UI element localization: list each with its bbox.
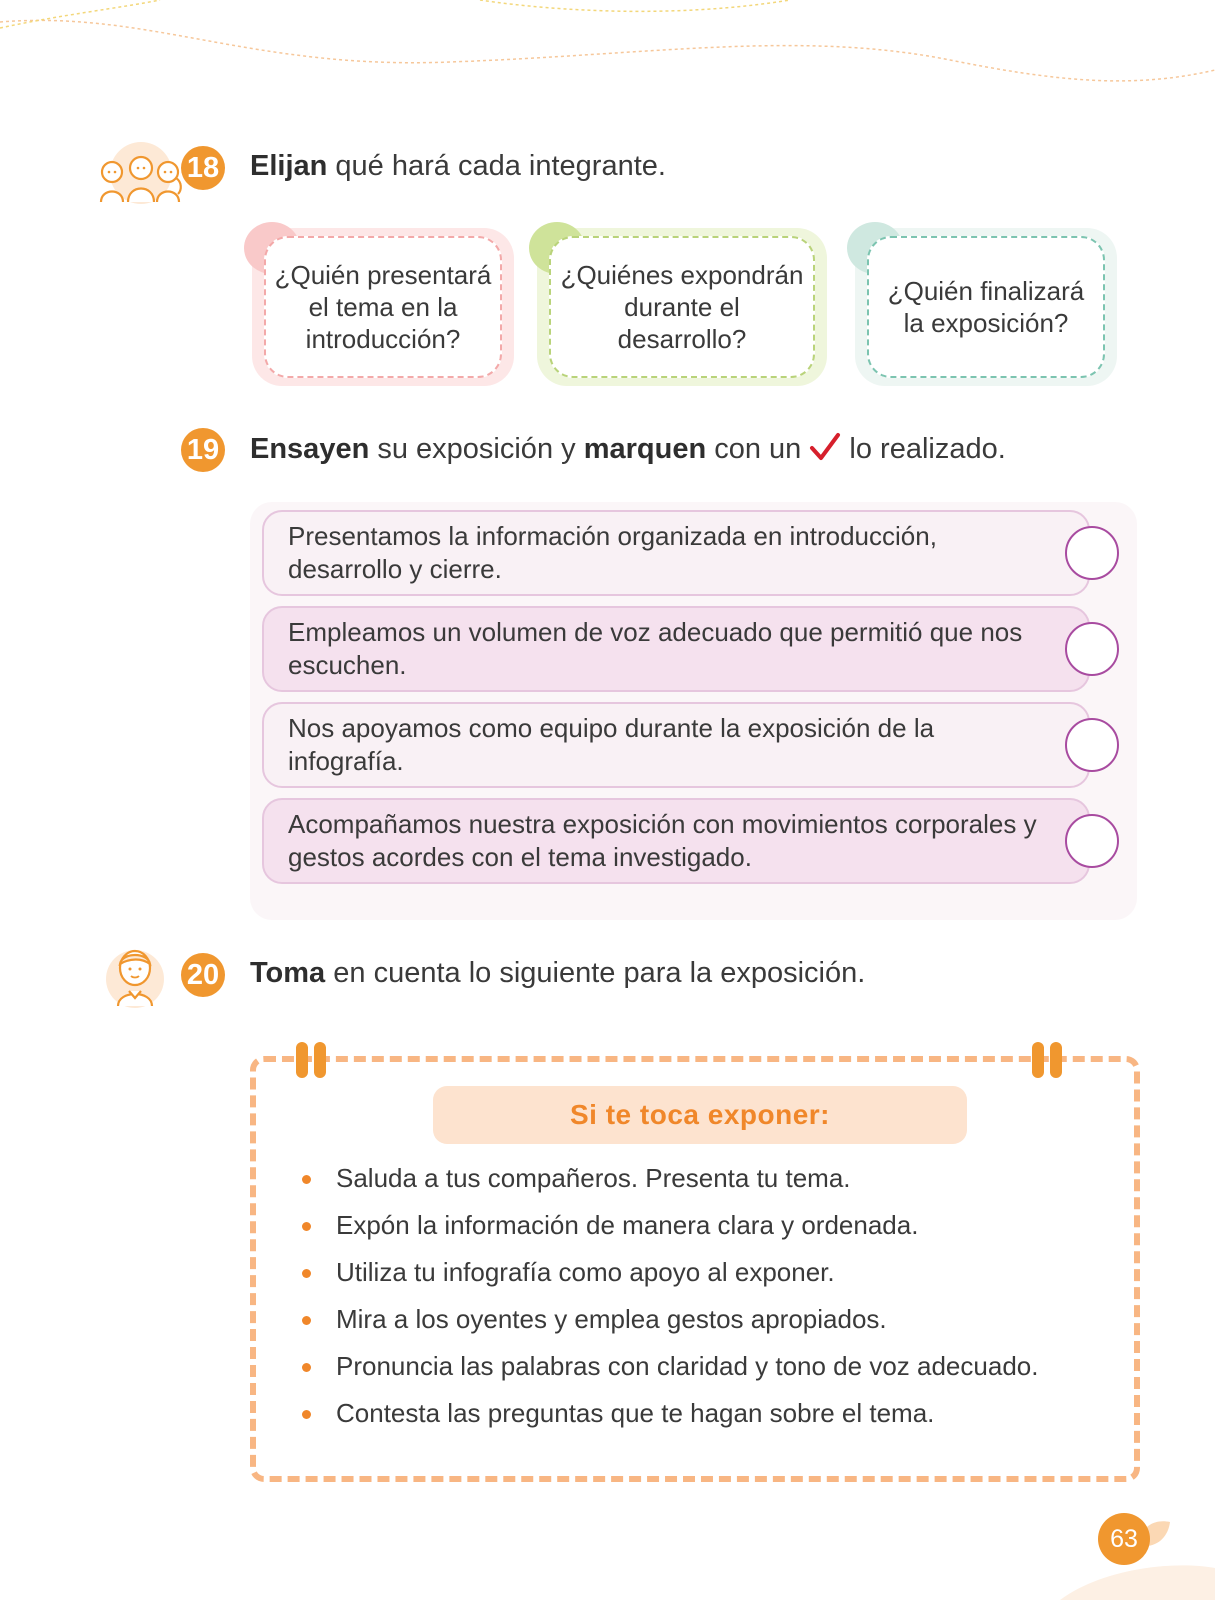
decorative-bottom-curve bbox=[1060, 1560, 1215, 1600]
page-number: 63 bbox=[1098, 1513, 1150, 1565]
tip-item bbox=[296, 1162, 1096, 1194]
instruction-bold-verb: marquen bbox=[583, 433, 707, 465]
checklist-item-text: Presentamos la información organizada en introducción, desarrollo y cierre. bbox=[288, 521, 937, 584]
bullet-icon bbox=[302, 1316, 311, 1325]
checklist-item bbox=[262, 510, 1090, 596]
instruction-bold-verb: Elijan bbox=[250, 150, 328, 182]
activity-number-18: 18 bbox=[181, 146, 225, 190]
instruction-bold-verb: Ensayen bbox=[250, 433, 370, 465]
binder-clip bbox=[1050, 1042, 1062, 1078]
bullet-icon bbox=[302, 1410, 311, 1419]
student-icon bbox=[110, 946, 160, 1008]
checklist-item-text: Nos apoyamos como equipo durante la exposición de la infografía. bbox=[288, 713, 935, 776]
bullet-icon bbox=[302, 1222, 311, 1231]
binder-clip bbox=[296, 1042, 308, 1078]
activity-20-instruction bbox=[250, 957, 865, 990]
bullet-icon bbox=[302, 1175, 311, 1184]
question-card-conclusion bbox=[855, 228, 1117, 386]
check-icon bbox=[809, 432, 841, 462]
group-students-icon bbox=[98, 150, 184, 204]
activity-19-instruction bbox=[250, 432, 1006, 466]
instruction-bold-verb: Toma bbox=[250, 957, 326, 989]
bullet-icon bbox=[302, 1269, 311, 1278]
instruction-text: qué hará cada integrante. bbox=[327, 150, 666, 182]
activity-number-19: 19 bbox=[181, 428, 225, 472]
checklist-checkbox[interactable] bbox=[1065, 718, 1119, 772]
tip-item bbox=[296, 1256, 1096, 1288]
instruction-text: su exposición y bbox=[369, 433, 584, 465]
binder-clip bbox=[314, 1042, 326, 1078]
tip-text: Mira a los oyentes y emplea gestos apropiados. bbox=[336, 1304, 887, 1334]
binder-clip bbox=[1032, 1042, 1044, 1078]
tips-list bbox=[296, 1162, 1096, 1444]
checklist-item bbox=[262, 606, 1090, 692]
activity-18-instruction bbox=[250, 150, 666, 183]
tip-text: Pronuncia las palabras con claridad y tono de voz adecuado. bbox=[336, 1351, 1039, 1381]
checklist-checkbox[interactable] bbox=[1065, 622, 1119, 676]
decorative-top-waves bbox=[0, 0, 1215, 110]
presentation-tips-box bbox=[250, 1056, 1140, 1482]
activity-number-20: 20 bbox=[181, 953, 225, 997]
instruction-text: con un bbox=[706, 433, 810, 465]
tip-item bbox=[296, 1303, 1096, 1335]
tip-text: Utiliza tu infografía como apoyo al exponer. bbox=[336, 1257, 835, 1287]
question-card-text: ¿Quién presentará el tema en la introducción? bbox=[264, 236, 502, 378]
checklist-item bbox=[262, 702, 1090, 788]
checklist-checkbox[interactable] bbox=[1065, 526, 1119, 580]
rehearsal-checklist bbox=[250, 502, 1137, 920]
bullet-icon bbox=[302, 1363, 311, 1372]
instruction-text: en cuenta lo siguiente para la exposición. bbox=[325, 957, 866, 989]
tips-box-title: Si te toca exponer: bbox=[433, 1086, 967, 1144]
checklist-item bbox=[262, 798, 1090, 884]
question-card-development bbox=[537, 228, 827, 386]
question-card-text: ¿Quiénes expondrán durante el desarrollo? bbox=[549, 236, 815, 378]
checklist-item-text: Empleamos un volumen de voz adecuado que permitió que nos escuchen. bbox=[288, 617, 1023, 680]
tip-text: Contesta las preguntas que te hagan sobre el tema. bbox=[336, 1398, 935, 1428]
question-card-text: ¿Quién finalizará la exposición? bbox=[867, 236, 1105, 378]
checklist-checkbox[interactable] bbox=[1065, 814, 1119, 868]
tip-text: Saluda a tus compañeros. Presenta tu tema. bbox=[336, 1163, 851, 1193]
checklist-item-text: Acompañamos nuestra exposición con movimientos corporales y gestos acordes con el tema investigado. bbox=[288, 809, 1037, 872]
tip-text: Expón la información de manera clara y ordenada. bbox=[336, 1210, 919, 1240]
instruction-text: lo realizado. bbox=[841, 433, 1006, 465]
question-card-introduction bbox=[252, 228, 514, 386]
tip-item bbox=[296, 1209, 1096, 1241]
tip-item bbox=[296, 1350, 1096, 1382]
tip-item bbox=[296, 1397, 1096, 1429]
